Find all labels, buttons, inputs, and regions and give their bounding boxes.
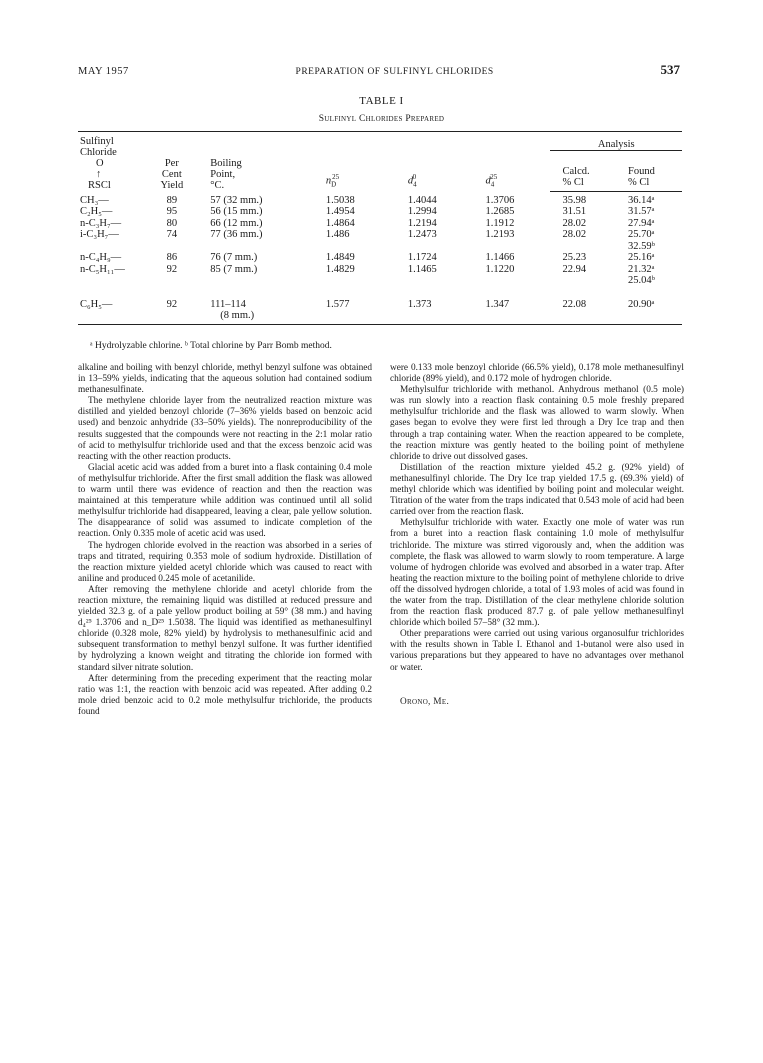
header-d25-symbol: d [485,175,491,187]
paragraph: The hydrogen chloride evolved in the reaction was absorbed in a series of traps and titrated, requiring 0.353 mole of sodium hydroxide. Distillation of the reaction mixture yielded acetyl chloride which was caused to react with aniline and produced 0.245 mole of acetanilide. [78,540,372,584]
cell-compound: n-C₅H₁₁— [80,263,125,275]
cell-found: 20.90ᵃ [628,298,655,310]
cell-d0: 1.4044 [407,194,437,206]
journal-date: MAY 1957 [78,66,129,77]
header-bp-line: Boiling [210,158,242,169]
cell-yield: 92 [166,298,178,310]
table-row [78,241,682,253]
cell-n: 1.4864 [325,217,355,229]
header-d0-sup: 0 [412,173,417,182]
running-title: PREPARATION OF SULFINYL CHLORIDES [295,67,494,77]
body-text [78,363,684,718]
table-row [78,310,682,324]
header-yield-line: Per [164,158,179,169]
table-title: TABLE I [359,95,404,107]
cell-n: 1.577 [325,298,350,310]
cell-bp: 66 (12 mm.) [210,217,263,229]
header-compound [78,132,147,191]
header-yield-line: Yield [160,180,184,191]
cell-d25: 1.2685 [485,206,515,217]
cell-n: 1.4849 [325,252,355,263]
header-yield [147,132,196,191]
cell-found: 25.16ᵃ [628,252,655,263]
author-location: Orono, Me. [400,696,450,707]
table-row [78,299,682,311]
cell-d25: 1.2193 [485,229,515,240]
header-compound-line: Sulfinyl [80,136,114,147]
header-boiling-point [196,132,316,191]
table-row [78,275,682,287]
header-bp-line: °C. [210,180,225,191]
left-column [78,363,372,718]
cell-n: 1.4829 [325,263,355,275]
cell-bp: 76 (7 mm.) [210,252,258,263]
header-compound-line: RSCl [88,180,111,191]
table-row [78,206,682,218]
header-found-line: Found [628,165,655,177]
header-d0-symbol: d [407,175,414,187]
cell-yield: 95 [166,206,178,217]
cell-yield: 86 [166,252,178,263]
paragraph: Methylsulfur trichloride with water. Exactly one mole of water was run from a buret into a reaction flask containing 1.0 mole of methylsulfur trichloride. The mixture was stirred vigorously and, when the addition was complete, the flask was allowed to warm slowly to room temperature. A large volume of hydrogen chloride was evolved and absorbed in a water trap. After heating the reaction mixture to the boiling point of methylene chloride to drive off the dissolved hydrogen chloride, a total of 1.93 moles of acid was found in the water from the trap. Distillation of the clear methylene chloride solution from the reaction flask produced 87.7 g. of pale yellow methanesulfinyl chloride which boiled 57–58° (32 mm.). [390,518,684,629]
cell-calcd: 28.02 [562,229,587,240]
header-density-25 [477,132,550,191]
paragraph: alkaline and boiling with benzyl chloride, methyl benzyl sulfone was obtained in 13–59% yields, indicating that the aqueous solution had contained sodium methanesulfinate. [78,363,372,396]
header-n-symbol: n [325,175,332,187]
cell-yield: 92 [166,263,178,275]
header-n-sub: D [331,181,337,189]
cell-calcd: 28.02 [562,217,587,229]
header-calcd [550,150,618,191]
cell-calcd: 22.94 [562,263,587,275]
cell-d25: 1.347 [485,298,510,310]
cell-n: 1.5038 [325,194,355,206]
cell-n: 1.4954 [325,206,355,217]
header-calcd-line: Calcd. [562,165,590,177]
table-row-gap [78,287,682,299]
header-yield-line: Cent [161,169,182,180]
header-compound-line: O [96,158,104,169]
header-bp-line: Point, [210,169,236,180]
cell-yield: 74 [166,229,178,240]
cell-bp: 77 (36 mm.) [210,229,263,240]
header-refractive-index [316,132,394,191]
cell-d0: 1.2473 [407,229,437,240]
cell-bp: 111–114 [210,298,246,310]
cell-d0: 1.2994 [407,206,437,217]
cell-bp: 56 (15 mm.) [210,206,263,217]
cell-found: 21.32ᵃ [628,263,655,275]
cell-compound: i-C₃H₇— [80,229,119,240]
header-d0-sub: 4 [413,181,417,189]
header-analysis: Analysis [550,132,682,150]
table-row [78,264,682,276]
paragraph: were 0.133 mole benzoyl chloride (66.5% yield), 0.178 mole methanesulfinyl chloride (89% yield), and 0.172 mole of hydrogen chloride. [390,363,684,385]
cell-found: 27.94ᵃ [628,217,655,229]
page-number: 537 [660,62,680,77]
cell-found: 31.57ᵃ [628,206,655,217]
header-d25-sup: 25 [490,173,498,182]
cell-d0: 1.373 [407,298,432,310]
table-row [78,252,682,264]
cell-compound: n-C₄H₉— [80,252,122,263]
running-head [78,62,680,78]
table-subtitle: Sulfinyl Chlorides Prepared [318,114,445,124]
paragraph: Glacial acetic acid was added from a buret into a flask containing 0.4 mole of methylsulfur trichloride. After the first small addition the flask was allowed to warm until there was evidence of reaction and then the reaction was maintained at this temperature while addition was continued until all solid methylsulfur trichloride had disappeared, leaving a clear, pale yellow solution. The disappearance of solid was assumed to indicate completion of the reaction. Only 0.335 mole of acetic acid was used. [78,462,372,540]
paragraph: Other preparations were carried out using various organosulfur trichlorides with the results shown in Table I. Ethanol and 1-butanol were also used in various preparations but they appeared to have no advantages over methanol or water. [390,629,684,673]
header-d25-sub: 4 [490,181,495,189]
header-density-0 [394,132,478,191]
header-found [618,150,682,191]
cell-d0: 1.1724 [407,252,437,263]
cell-calcd: 35.98 [562,194,587,206]
cell-found-total: 25.04ᵇ [628,275,655,286]
cell-bp-pressure: (8 mm.) [196,310,316,324]
paragraph: After removing the methylene chloride and acetyl chloride from the reaction mixture, the remaining liquid was distilled at reduced pressure and yielded 32.3 g. of a pale yellow product boiling at 59° (38 mm.) and having d₄²⁵ 1.3706 and n_D²⁵ 1.5038. The liquid was identified as methanesulfinyl chloride (0.328 mole, 82% yield) by hydrolysis to methanesulfinic acid and subsequent transformation to methyl benzyl sulfone. It was further identified by hydrolyzing a known weight and titrating the chloride ion formed with standard silver nitrate solution. [78,584,372,673]
table-row [78,229,682,241]
cell-found: 25.70ᵃ [628,229,655,240]
cell-d25: 1.1466 [485,252,515,263]
cell-bp: 85 (7 mm.) [210,263,258,275]
cell-compound: C₆H₅— [80,298,113,310]
cell-compound: CH₃— [80,194,109,206]
cell-yield: 89 [166,194,178,206]
header-n-sup: 25 [332,173,340,182]
table-row [78,195,682,207]
cell-n: 1.486 [325,229,350,240]
header-found-line: % Cl [628,176,650,188]
cell-calcd: 25.23 [562,252,587,263]
cell-d25: 1.1220 [485,263,515,275]
cell-bp: 57 (32 mm.) [210,194,263,206]
cell-d0: 1.2194 [407,217,437,229]
table-row [78,218,682,230]
cell-compound: n-C₃H₇— [80,217,122,229]
cell-found: 36.14ᵃ [628,194,655,206]
cell-compound: C₂H₅— [80,206,113,217]
paragraph: The methylene chloride layer from the neutralized reaction mixture was distilled and yielded benzoyl chloride (7–36% yields based on benzoic acid used) and benzoic anhydride (33–50% yields). The nonreproducibility of the results suggested that the compounds were not reacting in the 2:1 molar ratio of acid to methylsulfur trichloride used and that the excess benzoic acid was reacting with the other reaction products. [78,396,372,462]
cell-d25: 1.1912 [485,217,515,229]
right-column [390,363,684,718]
sulfinyl-chlorides-table [78,131,682,325]
cell-calcd: 22.08 [562,298,587,310]
paragraph: Methylsulfur trichloride with methanol. Anhydrous methanol (0.5 mole) was run slowly into a reaction flask containing 0.5 mole freshly prepared methylsulfur trichloride and the flask was allowed to warm slowly. When gases began to evolve they were first led through a Dry Ice trap and then through a trap containing water. When the reaction appeared to be complete, the reaction mixture was gently heated to the boiling point of methylene chloride to drive out dissolved gases. [390,385,684,462]
paragraph: Distillation of the reaction mixture yielded 45.2 g. (92% yield) of methanesulfinyl chloride. The Dry Ice trap yielded 17.5 g. (69.3% yield) of methyl chloride which was identified by boiling point and molecular weight. Titration of the water from the traps indicated that 0.543 mole of acid had been carried over from the reaction flask. [390,462,684,518]
cell-d0: 1.1465 [407,263,437,275]
header-calcd-line: % Cl [562,176,584,188]
cell-d25: 1.3706 [485,194,515,206]
header-compound-line: Chloride [80,147,117,158]
table-footnote: ᵃ Hydrolyzable chlorine. ᵇ Total chlorine by Parr Bomb method. [90,341,332,351]
header-compound-line: ↑ [96,169,102,180]
paragraph: After determining from the preceding experiment that the reacting molar ratio was 1:1, the reaction with benzoic acid was repeated. After adding 0.2 mole dried benzoic acid to 0.2 mole methylsulfur trichloride, the products found [78,673,372,717]
cell-yield: 80 [166,217,178,229]
cell-calcd: 31.51 [562,206,587,217]
cell-found-total: 32.59ᵇ [628,240,655,252]
